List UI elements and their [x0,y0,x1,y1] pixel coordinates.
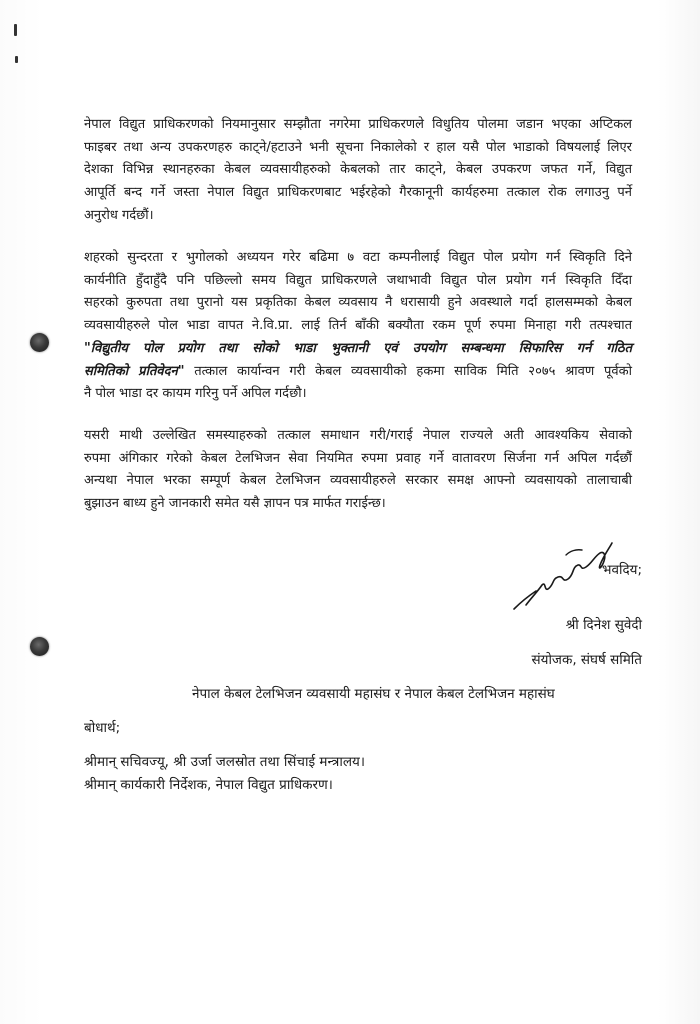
organizations-line: नेपाल केबल टेलभिजन व्यवसायी महासंघ र नेपाल केबल टेलभिजन महासंघ [192,686,555,702]
text-line: व्यवसायीहरुले पोल भाडा वापत ने.वि.प्रा. लाई तिर्न बाँकी बक्यौता रकम पूर्ण रुपमा मिनाहा गरी तत्पश्चात [84,318,632,334]
text-line [84,361,632,384]
text-line: रुपमा अंगिकार गरेको केबल टेलभिजन सेवा नियमित रुपमा प्रवाह गर्ने वातावरण सिर्जना गर्न अपिल गर्दछौं [84,450,632,466]
text-line-rest: तत्काल कार्यान्वन गरी केबल व्यवसायीको हकमा साविक मिति २०७५ श्रावण पूर्वको [184,363,632,379]
report-title-end: समितिको प्रतिवेदन" [84,363,185,379]
text-line: शहरको सुन्दरता र भुगोलको अध्ययन गरेर बढिमा ७ वटा कम्पनीलाई विद्युत पोल प्रयोग गर्न स्विकृति दिने [84,250,632,265]
signer-title: संयोजक, संघर्ष समिति [531,652,642,668]
punch-hole [30,637,49,656]
punch-hole [30,333,49,352]
page-edge-mark [15,56,18,63]
text-line: कार्यनीति हुँदाहुँदै पनि पछिल्लो समय विद्युत प्राधिकरणले जथाभावी विद्युत पोल प्रयोग गर्न स्विकृति दिँदा [84,272,632,288]
paragraph-2 [84,247,632,406]
text-line: आपूर्ति बन्द गर्ने जस्ता नेपाल विद्युत प्राधिकरणबाट भईरहेको गैरकानूनी कार्यहरुमा तत्काल रोक लगाउनु पर्ने [84,185,632,201]
cc-recipient: श्रीमान् सचिवज्यू, श्री उर्जा जलस्रोत तथा सिंचाई मन्त्रालय। [84,754,365,770]
text-line: फाइबर तथा अन्य उपकरणहरु काट्ने/हटाउने भनी सूचना निकालेको र हाल यसै पोल भाडाको विषयलाई लिएर [84,139,632,155]
closing-regards: भवदिय; [601,562,642,578]
report-title-line: "विद्युतीय पोल प्रयोग तथा सोको भाडा भुक्तानी एवं उपयोग सम्बन्धमा सिफारिस गर्न गठित [84,340,632,356]
text-line: नेपाल विद्युत प्राधिकरणको नियमानुसार सम्झौता नगरेमा प्राधिकरणले विधुतिय पोलमा जडान भएका अप्टिकल [84,117,632,132]
page-edge-mark [14,24,17,36]
text-line: अन्यथा नेपाल भरका सम्पूर्ण केबल टेलभिजन व्यवसायीहरुले सरकार समक्ष आफ्नो व्यवसायको तालाचाबी [84,473,632,489]
text-line: देशका विभिन्न स्थानहरुका केबल व्यवसायीहरुको केबलको तार काट्ने, केबल उपकरण जफत गर्ने, विद्युत [84,162,632,178]
signer-name: श्री दिनेश सुवेदी [565,617,642,633]
text-line: सहरको कुरुपता तथा पुरानो यस प्रकृतिका केबल व्यवसाय नै धरासायी हुने अवस्थाले गर्दा हालसम्मको केबल [84,295,632,311]
text-line: यसरी माथी उल्लेखित समस्याहरुको तत्काल समाधान गरी/गराई नेपाल राज्यले अती आवश्यकिय सेवाको [84,428,632,443]
text-line: बुझाउन बाध्य हुने जानकारी समेत यसै ज्ञापन पत्र मार्फत गराईन्छ। [84,496,386,512]
cc-recipient: श्रीमान् कार्यकारी निर्देशक, नेपाल विद्युत प्राधिकरण। [84,777,333,793]
paragraph-1 [84,114,632,228]
cc-heading: बोधार्थ; [84,720,121,736]
paragraph-3 [84,425,632,516]
text-line: अनुरोध गर्दछौं। [84,207,154,223]
text-line: नै पोल भाडा दर कायम गरिनु पर्ने अपिल गर्दछौ। [84,386,307,402]
